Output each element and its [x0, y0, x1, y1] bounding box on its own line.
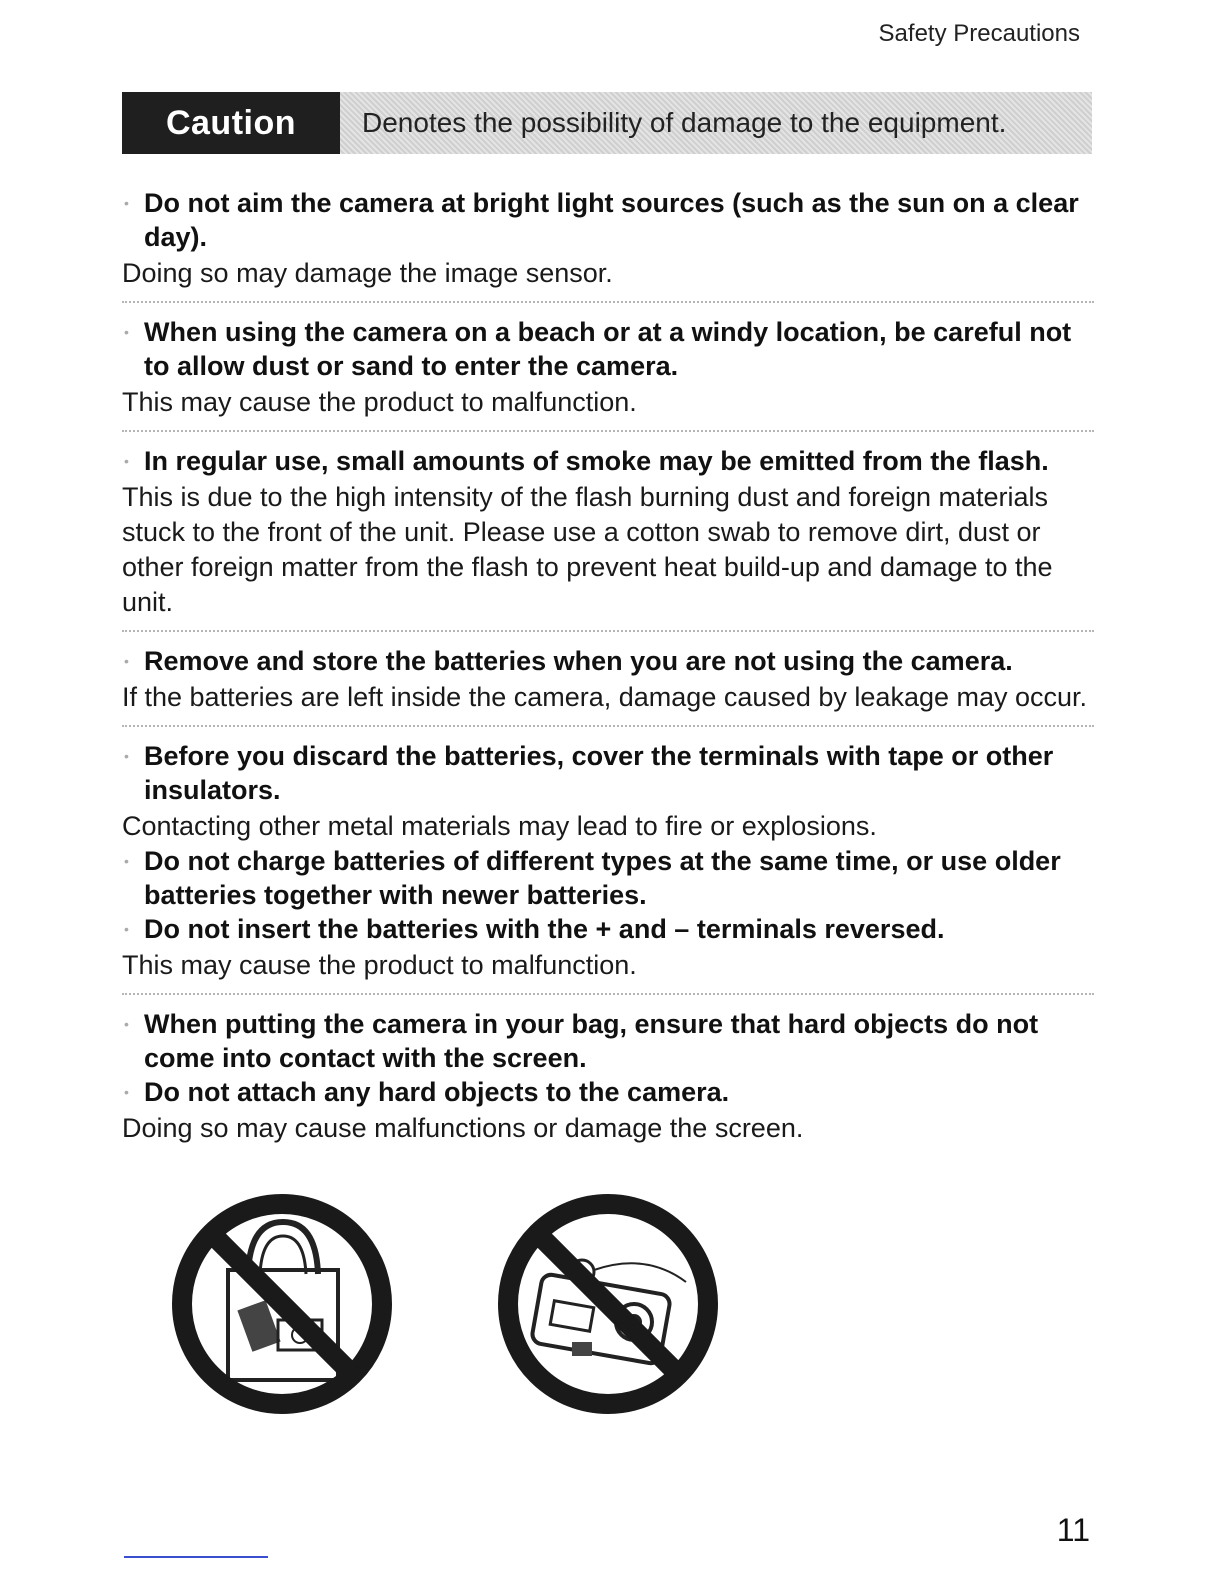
bullet-icon: •	[124, 1016, 129, 1032]
precaution-section	[122, 301, 1094, 430]
bullet-icon: •	[124, 748, 129, 764]
precaution-note: Doing so may cause malfunctions or damage the screen.	[122, 1113, 804, 1143]
caution-description: Denotes the possibility of damage to the equipment.	[362, 107, 1007, 138]
page-header-title: Safety Precautions	[878, 20, 1080, 47]
precaution-note: Doing so may damage the image sensor.	[122, 258, 613, 288]
prohibited-camera-attachment-icon	[496, 1192, 720, 1416]
illustrations	[170, 1192, 730, 1422]
bullet-icon: •	[124, 653, 129, 669]
precaution-note: Contacting other metal materials may lead to fire or explosions.	[122, 811, 877, 841]
precaution-item: • Do not aim the camera at bright light sources (such as the sun on a clear day).	[124, 188, 1079, 252]
precaution-item: • Before you discard the batteries, cover the terminals with tape or other insulators.	[124, 741, 1054, 805]
precaution-note: This may cause the product to malfunction.	[122, 387, 637, 417]
precaution-item: • Remove and store the batteries when you are not using the camera.	[124, 646, 1013, 676]
precaution-item: • When using the camera on a beach or at a windy location, be careful not to allow dust or sand to enter the camera.	[124, 317, 1072, 381]
bullet-icon: •	[124, 195, 129, 211]
bullet-icon: •	[124, 453, 129, 469]
precautions-list	[122, 182, 1094, 1156]
precaution-item: • In regular use, small amounts of smoke may be emitted from the flash.	[124, 446, 1049, 476]
precaution-section	[122, 725, 1094, 993]
bullet-icon: •	[124, 324, 129, 340]
precaution-item: • Do not attach any hard objects to the camera.	[124, 1077, 730, 1107]
footer-rule	[124, 1556, 268, 1558]
precaution-section	[122, 993, 1094, 1156]
precaution-item: • When putting the camera in your bag, ensure that hard objects do not come into contact with the screen.	[124, 1009, 1039, 1073]
precaution-note: This is due to the high intensity of the flash burning dust and foreign materials stuck to the front of the unit. Please use a cotton swab to remove dirt, dust or other foreign matter from the flash to prevent heat build-up and damage to the unit.	[122, 482, 1053, 617]
precaution-section	[122, 430, 1094, 630]
bullet-icon: •	[124, 1084, 129, 1100]
precaution-note: If the batteries are left inside the camera, damage caused by leakage may occur.	[122, 682, 1088, 712]
caution-label: Caution	[122, 92, 340, 154]
precaution-item: • Do not insert the batteries with the + and – terminals reversed.	[124, 914, 945, 944]
page-number: 11	[1056, 1512, 1090, 1548]
precaution-section	[122, 630, 1094, 725]
prohibited-bag-icon	[170, 1192, 394, 1416]
bullet-icon: •	[124, 853, 129, 869]
precaution-note: This may cause the product to malfunction.	[122, 950, 637, 980]
precaution-item: • Do not charge batteries of different types at the same time, or use older batteries together with newer batteries.	[124, 846, 1061, 910]
precaution-section	[122, 182, 1094, 301]
caution-banner	[122, 92, 1092, 154]
bullet-icon: •	[124, 921, 129, 937]
